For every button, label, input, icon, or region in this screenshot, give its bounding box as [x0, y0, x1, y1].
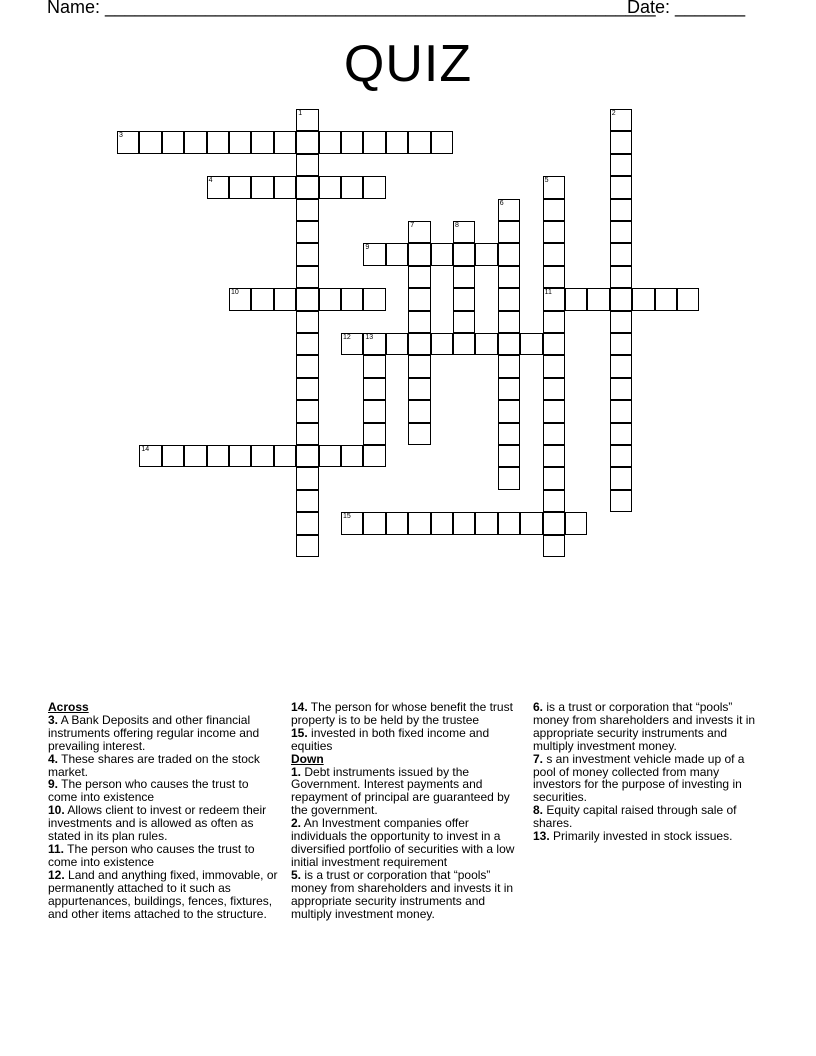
crossword-cell[interactable]	[251, 288, 273, 310]
crossword-cell[interactable]	[610, 378, 632, 400]
crossword-cell[interactable]	[610, 288, 632, 310]
crossword-cell[interactable]	[296, 355, 318, 377]
crossword-cell[interactable]	[229, 445, 251, 467]
crossword-cell[interactable]	[610, 355, 632, 377]
crossword-cell[interactable]	[498, 400, 520, 422]
crossword-cell[interactable]	[296, 378, 318, 400]
crossword-cell[interactable]	[453, 333, 475, 355]
crossword-cell[interactable]	[543, 355, 565, 377]
clue-number: 10	[231, 289, 239, 297]
across-clue-15: 15. invested in both fixed income and equities	[291, 725, 490, 753]
crossword-cell[interactable]	[274, 445, 296, 467]
crossword-cell[interactable]	[408, 400, 430, 422]
crossword-cell[interactable]	[139, 131, 161, 153]
down-clue-2: 2. An Investment companies offer individuals the opportunity to invest in a diversified portfolio of securities with a low initial investment requirement	[291, 816, 515, 869]
crossword-cell[interactable]	[520, 512, 542, 534]
crossword-cell[interactable]	[207, 131, 229, 153]
crossword-cell[interactable]	[498, 512, 520, 534]
crossword-cell[interactable]	[453, 221, 475, 243]
crossword-cell[interactable]	[498, 199, 520, 221]
crossword-cell[interactable]	[610, 467, 632, 489]
crossword-cell[interactable]	[610, 423, 632, 445]
crossword-cell[interactable]	[341, 176, 363, 198]
crossword-cell[interactable]	[296, 109, 318, 131]
crossword-cell[interactable]	[229, 176, 251, 198]
crossword-cell[interactable]	[341, 288, 363, 310]
crossword-cell[interactable]	[543, 176, 565, 198]
crossword-cell[interactable]	[363, 512, 385, 534]
clue-number: 7	[410, 222, 415, 229]
crossword-cell[interactable]	[543, 333, 565, 355]
clue-number: 13	[365, 334, 374, 341]
clue-number: 9	[365, 244, 370, 252]
crossword-cell[interactable]	[610, 333, 632, 355]
across-clue-9: 9. The person who causes the trust to come into existence	[48, 777, 249, 805]
crossword-cell[interactable]	[431, 512, 453, 534]
crossword-cell[interactable]	[498, 266, 520, 288]
crossword-cell[interactable]	[408, 266, 430, 288]
crossword-cell[interactable]	[610, 199, 632, 221]
crossword-cell[interactable]	[408, 333, 430, 355]
crossword-cell[interactable]	[363, 333, 385, 355]
clue-number: 14	[141, 446, 150, 453]
crossword-cell[interactable]	[610, 445, 632, 467]
clues-column-1	[48, 701, 280, 920]
crossword-cell[interactable]	[386, 512, 408, 534]
crossword-cell[interactable]	[498, 221, 520, 243]
crossword-cell[interactable]	[296, 333, 318, 355]
crossword-cell[interactable]	[655, 288, 677, 310]
crossword-cell[interactable]	[498, 243, 520, 265]
crossword-cell[interactable]	[543, 199, 565, 221]
crossword-cell[interactable]	[319, 131, 341, 153]
across-clue-11: 11. The person who causes the trust to come into existence	[48, 841, 255, 869]
crossword-cell[interactable]	[431, 243, 453, 265]
crossword-cell[interactable]	[207, 445, 229, 467]
crossword-cell[interactable]	[475, 512, 497, 534]
across-clue-4: 4. These shares are traded on the stock market.	[48, 751, 260, 779]
crossword-cell[interactable]	[296, 400, 318, 422]
crossword-cell[interactable]	[274, 288, 296, 310]
clue-number: 6	[499, 199, 504, 207]
crossword-cell[interactable]	[341, 131, 363, 153]
crossword-cell[interactable]	[251, 131, 273, 153]
crossword-cell[interactable]	[408, 221, 430, 243]
crossword-cell[interactable]	[543, 467, 565, 489]
crossword-cell[interactable]	[498, 355, 520, 377]
crossword-cell[interactable]	[453, 243, 475, 265]
crossword-cell[interactable]	[610, 400, 632, 422]
crossword-cell[interactable]	[386, 333, 408, 355]
crossword-cell[interactable]	[543, 311, 565, 333]
crossword-cell[interactable]	[386, 243, 408, 265]
crossword-cell[interactable]	[431, 131, 453, 153]
crossword-cell[interactable]	[296, 490, 318, 512]
crossword-cell[interactable]	[543, 243, 565, 265]
crossword-cell[interactable]	[610, 109, 632, 131]
crossword-cell[interactable]	[543, 288, 565, 310]
crossword-cell[interactable]	[363, 445, 385, 467]
crossword-cell[interactable]	[229, 131, 251, 153]
crossword-cell[interactable]	[498, 378, 520, 400]
clue-number: 8	[455, 222, 459, 229]
crossword-cell[interactable]	[408, 423, 430, 445]
across-clue-3: 3. A Bank Deposits and other financial instruments offering regular income and prevailing interest.	[48, 712, 260, 753]
crossword-cell[interactable]	[475, 333, 497, 355]
crossword-cell[interactable]	[543, 490, 565, 512]
crossword-cell[interactable]	[296, 311, 318, 333]
crossword-cell[interactable]	[408, 512, 430, 534]
crossword-cell[interactable]	[184, 445, 206, 467]
across-clue-12: 12. Land and anything fixed, immovable, or permanently attached to it such as appurtenances, buildings, fences, fixtures, and other items attached to the structure.	[48, 867, 278, 921]
crossword-cell[interactable]	[610, 266, 632, 288]
crossword-cell[interactable]	[363, 400, 385, 422]
crossword-cell[interactable]	[162, 131, 184, 153]
crossword-cell[interactable]	[408, 131, 430, 153]
crossword-cell[interactable]	[296, 535, 318, 557]
crossword-cell[interactable]	[363, 423, 385, 445]
clues-column-3	[533, 701, 765, 843]
clue-number: 5	[544, 177, 549, 185]
crossword-cell[interactable]	[251, 445, 273, 467]
clue-number: 15	[343, 513, 351, 521]
crossword-cell[interactable]	[498, 467, 520, 489]
page-title: QUIZ	[343, 35, 473, 93]
crossword-cell[interactable]	[543, 266, 565, 288]
crossword-cell[interactable]	[520, 333, 542, 355]
crossword-cell[interactable]	[408, 311, 430, 333]
across-clue-14: 14. The person for whose benefit the trust property is to be held by the trustee	[291, 700, 513, 727]
crossword-cell[interactable]	[251, 176, 273, 198]
crossword-cell[interactable]	[543, 445, 565, 467]
crossword-cell[interactable]	[363, 131, 385, 153]
crossword-cell[interactable]	[139, 445, 161, 467]
clue-number: 2	[611, 110, 616, 117]
crossword-cell[interactable]	[363, 355, 385, 377]
crossword-cell[interactable]	[207, 176, 229, 198]
crossword-cell[interactable]	[386, 131, 408, 153]
crossword-cell[interactable]	[587, 288, 609, 310]
crossword-cell[interactable]	[610, 221, 632, 243]
crossword-cell[interactable]	[296, 512, 318, 534]
crossword-cell[interactable]	[453, 311, 475, 333]
name-field[interactable]: Name: _______________________________________________________	[47, 0, 656, 17]
crossword-cell[interactable]	[543, 400, 565, 422]
crossword-cell[interactable]	[498, 311, 520, 333]
crossword-cell[interactable]	[408, 355, 430, 377]
clue-number: 11	[544, 289, 552, 297]
crossword-cell[interactable]	[319, 445, 341, 467]
down-clue-7: 7. s an investment vehicle made up of a pool of money collected from many investors for the purpose of investing in securities.	[533, 751, 745, 805]
clue-number: 4	[208, 177, 213, 185]
clue-number: 3	[119, 132, 123, 140]
crossword-cell[interactable]	[565, 512, 587, 534]
crossword-cell[interactable]	[498, 288, 520, 310]
crossword-cell[interactable]	[610, 490, 632, 512]
crossword-cell[interactable]	[296, 445, 318, 467]
crossword-cell[interactable]	[296, 288, 318, 310]
crossword-cell[interactable]	[296, 131, 318, 153]
crossword-cell[interactable]	[610, 131, 632, 153]
crossword-cell[interactable]	[408, 378, 430, 400]
down-clue-6: 6. is a trust or corporation that “pools” money from shareholders and invests it in appropriate security instruments and multiply investment money.	[533, 700, 756, 753]
crossword-cell[interactable]	[363, 176, 385, 198]
crossword-cell[interactable]	[363, 243, 385, 265]
clues-column-2	[291, 701, 526, 920]
crossword-cell[interactable]	[296, 423, 318, 445]
crossword-cell[interactable]	[341, 512, 363, 534]
crossword-cell[interactable]	[543, 378, 565, 400]
crossword-cell[interactable]	[677, 288, 699, 310]
crossword-cell[interactable]	[565, 288, 587, 310]
down-heading: Down	[291, 751, 324, 766]
crossword-cell[interactable]	[296, 266, 318, 288]
crossword-cell[interactable]	[319, 176, 341, 198]
crossword-cell[interactable]	[543, 221, 565, 243]
down-clue-1: 1. Debt instruments issued by the Government. Interest payments and repayment of principal are guaranteed by the government.	[291, 764, 510, 818]
crossword-cell[interactable]	[543, 423, 565, 445]
crossword-cell[interactable]	[453, 266, 475, 288]
crossword-cell[interactable]	[229, 288, 251, 310]
crossword-cell[interactable]	[453, 512, 475, 534]
crossword-cell[interactable]	[341, 445, 363, 467]
crossword-cell[interactable]	[296, 243, 318, 265]
across-clue-10: 10. Allows client to invest or redeem their investments and is allowed as often as stated in its plan rules.	[48, 803, 267, 844]
crossword-cell[interactable]	[184, 131, 206, 153]
crossword-cell[interactable]	[341, 333, 363, 355]
crossword-cell[interactable]	[543, 535, 565, 557]
crossword-cell[interactable]	[296, 221, 318, 243]
crossword-cell[interactable]	[274, 131, 296, 153]
crossword-cell[interactable]	[475, 243, 497, 265]
crossword-cell[interactable]	[498, 333, 520, 355]
crossword-cell[interactable]	[162, 445, 184, 467]
crossword-cell[interactable]	[408, 243, 430, 265]
crossword-cell[interactable]	[363, 378, 385, 400]
crossword-cell[interactable]	[498, 423, 520, 445]
crossword-cell[interactable]	[632, 288, 654, 310]
crossword-cell[interactable]	[408, 288, 430, 310]
crossword-cell[interactable]	[498, 445, 520, 467]
clue-number: 1	[298, 110, 303, 117]
crossword-cell[interactable]	[453, 288, 475, 310]
crossword-cell[interactable]	[319, 288, 341, 310]
down-clue-5: 5. is a trust or corporation that “pools” money from shareholders and invests it in appropriate security instruments and multiply investment money.	[291, 867, 514, 921]
crossword-cell[interactable]	[610, 243, 632, 265]
crossword-cell[interactable]	[296, 154, 318, 176]
crossword-cell[interactable]	[431, 333, 453, 355]
crossword-cell[interactable]	[296, 176, 318, 198]
date-field[interactable]: Date: _______	[627, 0, 746, 17]
crossword-cell[interactable]	[296, 199, 318, 221]
crossword-cell[interactable]	[610, 176, 632, 198]
down-clue-8: 8. Equity capital raised through sale of shares.	[533, 803, 737, 831]
crossword-cell[interactable]	[610, 154, 632, 176]
crossword-cell[interactable]	[296, 467, 318, 489]
crossword-cell[interactable]	[610, 311, 632, 333]
crossword-cell[interactable]	[543, 512, 565, 534]
clue-number: 12	[343, 334, 351, 341]
down-clue-13: 13. Primarily invested in stock issues.	[533, 829, 733, 844]
across-heading: Across	[48, 700, 89, 714]
crossword-cell[interactable]	[274, 176, 296, 198]
crossword-cell[interactable]	[363, 288, 385, 310]
crossword-cell[interactable]	[117, 131, 139, 153]
